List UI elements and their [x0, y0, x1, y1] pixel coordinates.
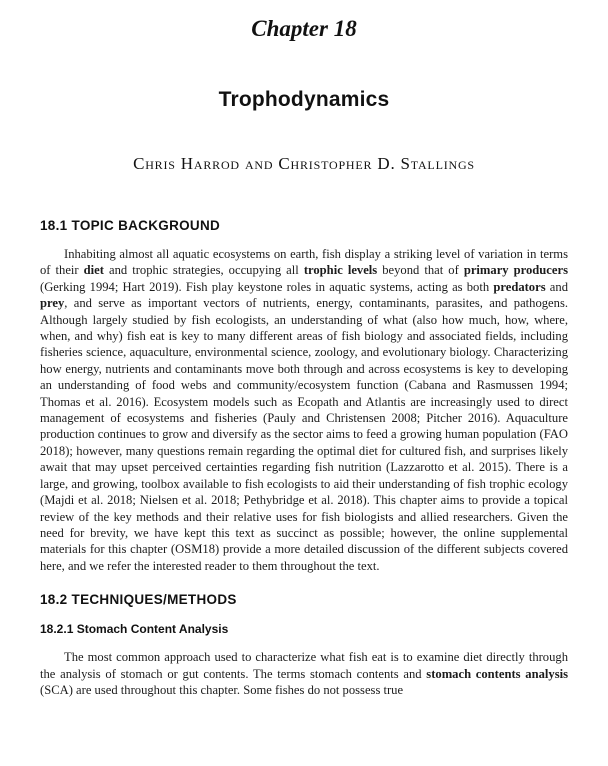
paragraph-stomach-content: The most common approach used to characterize what fish eat is to examine diet directly through the analysis of stomach or gut contents. The terms stomach contents and stomach contents analysis (SCA) are used throughout this chapter. Some fishes do not possess true	[40, 650, 568, 697]
section-heading-18-1: 18.1 TOPIC BACKGROUND	[40, 218, 221, 233]
chapter-title: Trophodynamics	[218, 88, 390, 111]
paragraph-topic-background: Inhabiting almost all aquatic ecosystems on earth, fish display a striking level of variation in terms of their diet and trophic strategies, occupying all trophic levels beyond that of primary producers (Gerking 1994; Hart 2019). Fish play keystone roles in aquatic systems, acting as both predators and prey, and serve as important vectors of nutrients, energy, contaminants, parasites, and pathogens. Although largely studied by fish ecologists, an understanding of what (also how much, how, where, when, and why) fish eat is key to many different areas of fish biology and associated fields, including fisheries science, aquaculture, environmental science, zoology, and evolutionary biology. Characterizing how energy, nutrients and contaminants move both through and across ecosystems is key to developing an understanding of food webs and community/ecosystem function (Cabana and Rasmussen 1994; Thomas et al. 2016). Ecosystem models such as Ecopath and Atlantis are increasingly used to direct management of ecosystems and fisheries (Pauly and Christensen 2008; Pitcher 2016). Aquaculture production continues to grow and diversify as the sector aims to feed a growing human population (FAO 2018); however, many questions remain regarding the optimal diet for cultured fish, and surprises likely await that may upset perceived certainties regarding fish nutrition (Lazzarotto et al. 2015). There is a large, and growing, toolbox available to fish ecologists to aid their understanding of fish trophic ecology (Majdi et al. 2018; Nielsen et al. 2018; Pethybridge et al. 2018). This chapter aims to provide a topical review of the key methods and their relative uses for fish biologists and allied researchers. Given the need for brevity, we have kept this text as succinct as possible; however, the online supplemental materials for this chapter (OSM18) provide a more detailed discussion of the different subjects covered here, and we refer the interested reader to them throughout the text.	[40, 247, 568, 573]
section-heading-18-2: 18.2 TECHNIQUES/METHODS	[40, 592, 237, 608]
chapter-label: Chapter 18	[251, 16, 357, 41]
authors-line: Chris Harrod and Christopher D. Stallings	[133, 154, 475, 173]
subsection-heading-18-2-1: 18.2.1 Stomach Content Analysis	[40, 622, 229, 637]
